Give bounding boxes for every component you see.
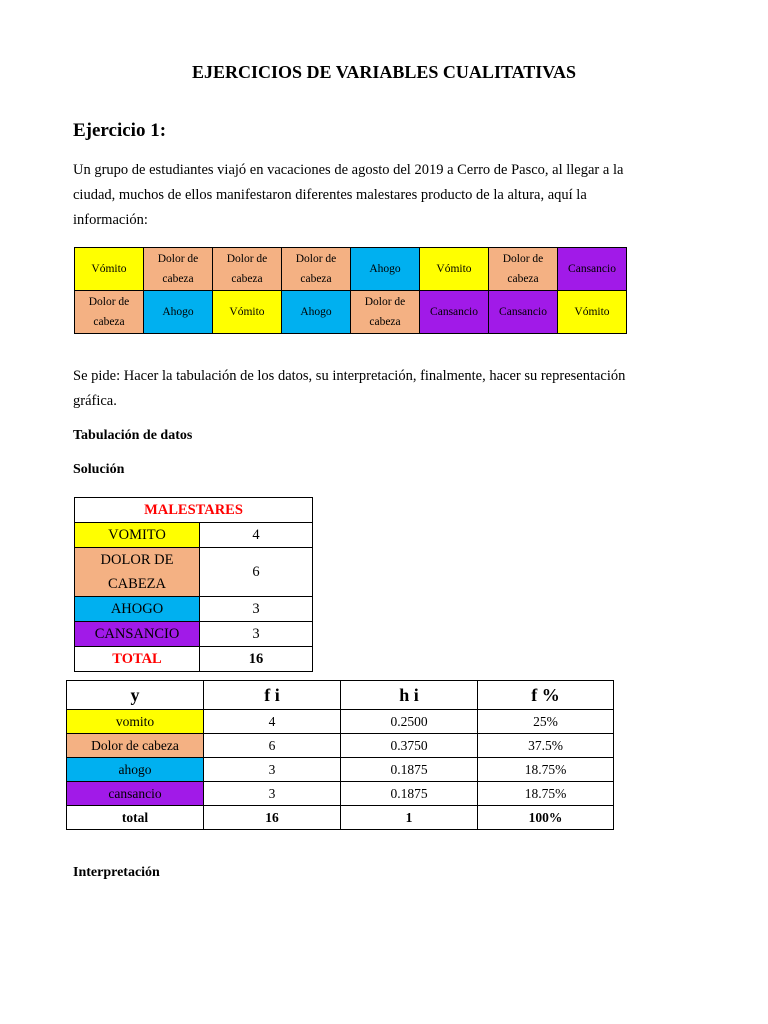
- malestar-value: 3: [200, 597, 313, 622]
- intro-line: ciudad, muchos de ellos manifestaron diferentes malestares producto de la altura, aquí la: [73, 187, 587, 203]
- request-paragraph: [73, 364, 693, 414]
- freq-fi: 3: [204, 758, 341, 782]
- malestar-label: AHOGO: [75, 597, 200, 622]
- grid-cell: Dolor de cabeza: [282, 248, 351, 291]
- freq-total-hi: 1: [341, 806, 478, 830]
- grid-cell: Vómito: [213, 291, 282, 334]
- grid-cell: Dolor de cabeza: [75, 291, 144, 334]
- raw-data-grid: [74, 247, 627, 334]
- freq-category: Dolor de cabeza: [67, 734, 204, 758]
- grid-cell: Cansancio: [489, 291, 558, 334]
- grid-cell: Ahogo: [282, 291, 351, 334]
- document-title: EJERCICIOS DE VARIABLES CUALITATIVAS: [192, 62, 576, 82]
- malestar-value: 6: [200, 548, 313, 597]
- malestar-label: DOLOR DE CABEZA: [75, 548, 200, 597]
- grid-cell: Dolor de cabeza: [213, 248, 282, 291]
- freq-fp: 37.5%: [478, 734, 614, 758]
- freq-fi: 4: [204, 710, 341, 734]
- solution-heading: Solución: [73, 462, 125, 477]
- total-value: 16: [200, 647, 313, 672]
- grid-cell: Dolor de cabeza: [351, 291, 420, 334]
- interpretation-heading: Interpretación: [73, 865, 160, 880]
- malestar-value: 3: [200, 622, 313, 647]
- total-label: TOTAL: [75, 647, 200, 672]
- header-fi: f i: [204, 681, 341, 710]
- freq-fp: 18.75%: [478, 758, 614, 782]
- header-hi: h i: [341, 681, 478, 710]
- header-fp: f %: [478, 681, 614, 710]
- freq-fp: 18.75%: [478, 782, 614, 806]
- request-line: gráfica.: [73, 393, 117, 409]
- grid-cell: Vómito: [75, 248, 144, 291]
- freq-hi: 0.2500: [341, 710, 478, 734]
- grid-cell: Cansancio: [558, 248, 627, 291]
- malestar-label: VOMITO: [75, 523, 200, 548]
- intro-paragraph: [73, 158, 693, 233]
- grid-cell: Vómito: [420, 248, 489, 291]
- freq-total-fi: 16: [204, 806, 341, 830]
- freq-hi: 0.1875: [341, 782, 478, 806]
- grid-cell: Ahogo: [144, 291, 213, 334]
- freq-total-fp: 100%: [478, 806, 614, 830]
- freq-category: cansancio: [67, 782, 204, 806]
- grid-cell: Dolor de cabeza: [144, 248, 213, 291]
- grid-cell: Dolor de cabeza: [489, 248, 558, 291]
- intro-line: Un grupo de estudiantes viajó en vacaciones de agosto del 2019 a Cerro de Pasco, al llegar a la: [73, 162, 624, 178]
- grid-row: [75, 248, 627, 291]
- malestar-value: 4: [200, 523, 313, 548]
- intro-line: información:: [73, 212, 148, 228]
- frequency-table: [66, 680, 614, 830]
- freq-total-label: total: [67, 806, 204, 830]
- freq-category: ahogo: [67, 758, 204, 782]
- grid-row: [75, 291, 627, 334]
- header-y: y: [67, 681, 204, 710]
- malestares-table: [74, 497, 313, 672]
- grid-cell: Ahogo: [351, 248, 420, 291]
- freq-category: vomito: [67, 710, 204, 734]
- freq-hi: 0.3750: [341, 734, 478, 758]
- malestares-header: MALESTARES: [75, 498, 313, 523]
- tabulation-heading: Tabulación de datos: [73, 428, 193, 443]
- freq-fi: 3: [204, 782, 341, 806]
- grid-cell: Cansancio: [420, 291, 489, 334]
- freq-fi: 6: [204, 734, 341, 758]
- malestar-label: CANSANCIO: [75, 622, 200, 647]
- request-line: Se pide: Hacer la tabulación de los datos, su interpretación, finalmente, hacer su representación: [73, 368, 626, 384]
- freq-hi: 0.1875: [341, 758, 478, 782]
- grid-cell: Vómito: [558, 291, 627, 334]
- freq-fp: 25%: [478, 710, 614, 734]
- exercise-heading: Ejercicio 1:: [73, 120, 167, 141]
